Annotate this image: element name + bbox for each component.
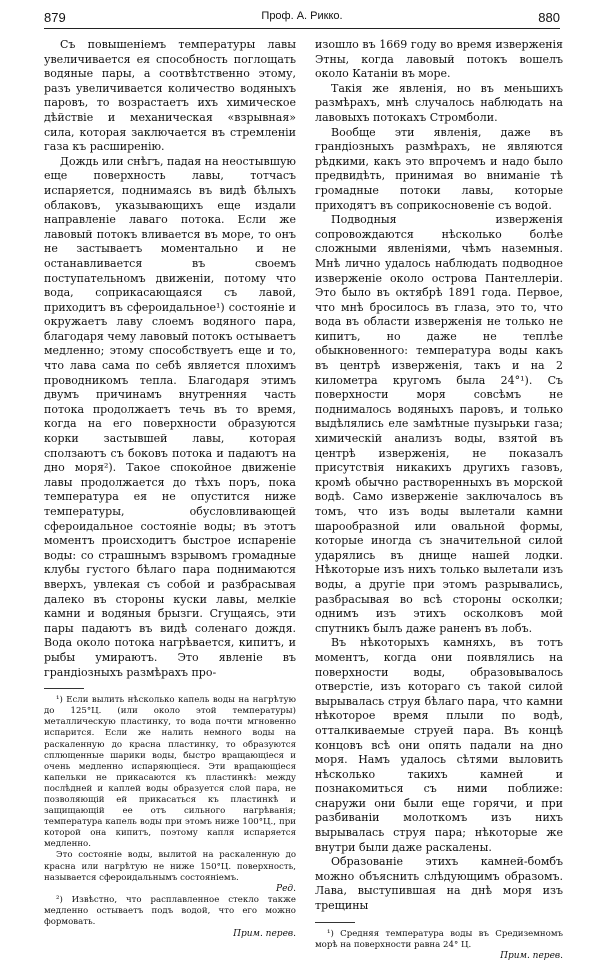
paragraph: Съ повышеніемъ температуры лавы увеличивается ея способность поглощать водяные пары, а соотвѣтственно этому, разъ увеличивается количество водяныхъ паровъ, то возрастаетъ ихъ химическое дѣйствіе и механическая «взрывная» сила, которая заключается въ стремленіи газа къ расширенію.: [44, 38, 296, 154]
paragraph: Дождь или снѣгъ, падая на неостывшую еще поверхность лавы, тотчасъ испаряется, поднимаясь въ видѣ бѣлыхъ облаковъ, указывающихъ еще издали направленіе лаваго потока. Если же лавовый потокъ вливается въ море, то онъ не застываетъ моментально и не останавливается въ своемъ поступательномъ движеніи, потому что вода, соприкасающаяся съ лавой, приходитъ въ сфероидальное¹) состояніе и окружаетъ лаву слоемъ водяного пара, благодаря чему лавовый потокъ остываетъ медленно; этому способствуетъ еще и то, что лава сама по себѣ является плохимъ проводникомъ тепла. Благодаря этимъ двумъ причинамъ внутренняя часть потока продолжаетъ течь въ то время, когда на его поверхности образуются корки застывшей лавы, которая сползаютъ съ боковъ потока и падаютъ на дно моря²). Такое спокойное движеніе лавы продолжается до тѣхъ поръ, пока температура ея не опустится ниже температуры, обусловливающей сфероидальное состояніе воды; въ этотъ моментъ происходитъ быстрое испареніе воды: со страшнымъ взрывомъ громадные клубы густого бѣлаго пара поднимаются вверхъ, увлекая съ собой и разбрасывая далеко въ стороны куски лавы, мелкіе камни и водяныя брызги. Сгущаясь, эти пары падаютъ въ видѣ соленаго дождя. Вода около потока нагрѣвается, кипитъ, и рыбы умираютъ. Это явленіе въ грандіозныхъ размѣрахъ про-: [44, 154, 296, 679]
footnote-separator: [315, 922, 355, 923]
footnote-signature: Прим. перев.: [233, 928, 296, 939]
paragraph: изошло въ 1669 году во время изверженія Этны, когда лавовый потокъ вошелъ около Катаніи въ море.: [315, 38, 563, 81]
right-column: [315, 38, 563, 962]
running-title: Проф. А. Рикко.: [261, 10, 343, 22]
footnote-signature: Прим. перев.: [500, 950, 563, 961]
page-header: [44, 10, 560, 30]
footnotes-left: [44, 695, 296, 940]
page-number-right: 880: [538, 10, 560, 25]
footnotes-right: [315, 929, 563, 962]
footnote: ¹) Средняя температура воды въ Средиземномъ морѣ на поверхности равна 24° Ц.: [315, 928, 563, 950]
footnote: ¹) Если вылить нѣсколько капель воды на нагрѣтую до 125°Ц. (или около этой температуры) металлическую пластинку, то вода почти мгновенно испарится. Если же налить немного воды на раскаленную до красна пластинку, то образуются сплющенные шарики воды, быстро вращающіеся и очень медленно испаряющіеся. Эти вращающіеся капельки не прикасаются къ пластинкѣ: между послѣдней и каплей воды образуется слой пара, не позволяющій ей прикасаться къ пластинкѣ и защищающій ее отъ сильного нагрѣванія; температура капель воды при этомъ ниже 100°Ц., при которой она кипитъ, поэтому капля испаряется медленно.: [44, 695, 296, 850]
paragraph: Подводныя изверженія сопровождаются нѣсколько болѣе сложными явленіями, чѣмъ наземныя. Мнѣ лично удалось наблюдать подводное изверженіе около острова Пантеллеріи. Это было въ октябрѣ 1891 года. Первое, что мнѣ бросилось въ глаза, это то, что вода въ области изверженія не только не кипитъ, но даже не теплѣе обыкновенного: температура воды какъ въ центрѣ изверженія, такъ и на 2 километра кругомъ была 24°¹). Съ поверхности моря совсѣмъ не поднималось водяныхъ паровъ, и только выдѣлялись еле замѣтные пузырьки газа; химическій анализъ воды, взятой въ центрѣ изверженія, не показалъ присутствія никакихъ другихъ газовъ, кромѣ обычно растворенныхъ въ морской водѣ. Само изверженіе заключалось въ томъ, что изъ воды вылетали камни шарообразной или овальной формы, которые иногда съ значительной силой ударялись въ днище нашей лодки. Нѣкоторые изъ нихъ только вылетали изъ воды, а другіе при этомъ разрывались, разбрасывая во всѣ стороны осколки; однимъ изъ этихъ осколковъ мой спутникъ былъ даже раненъ въ лобъ.: [315, 213, 563, 635]
header-rule: [44, 28, 560, 29]
footnote: ²) Извѣстно, что расплавленное стекло также медленно остываетъ подъ водой, что его можно формовать.: [44, 895, 296, 928]
footnote: Это состояніе воды, вылитой на раскаленную до красна или нагрѣтую не ниже 150°Ц. поверхность, называется сфероидальнымъ состояніемъ.: [44, 850, 296, 883]
footnote-separator: [44, 688, 84, 689]
paragraph: Такія же явленія, но въ меньшихъ размѣрахъ, мнѣ случалось наблюдать на лавовыхъ потокахъ Стромболи.: [315, 81, 563, 124]
paragraph: Въ нѣкоторыхъ камняхъ, въ тотъ моментъ, когда они появлялись на поверхности воды, образовывалось отверстіе, изъ котораго съ такой силой вырывалась струя бѣлаго пара, что камни нѣкоторое время плыли по водѣ, отталкиваемые струей пара. Въ концѣ концовъ всѣ они опять падали на дно моря. Намъ удалось сѣтями выловить нѣсколько такихъ камней и познакомиться съ ними поближе: снаружи они были еще горячи, и при разбиваніи молоткомъ изъ нихъ вырывалась струя пара; нѣкоторые же внутри были даже раскалены.: [315, 636, 563, 854]
footnote-signature: Ред.: [276, 883, 296, 894]
paragraph: Вообще эти явленія, даже въ грандіозныхъ размѣрахъ, не являются рѣдкими, какъ это впрочемъ и надо было предвидѣть, принимая во вниманіе тѣ громадные потоки лавы, которые приходятъ въ соприкосновеніе съ водой.: [315, 125, 563, 212]
page-number-left: 879: [44, 10, 66, 25]
left-column: [44, 38, 296, 940]
paragraph: Образованіе этихъ камней-бомбъ можно объяснить слѣдующимъ образомъ. Лава, выступившая на днѣ моря изъ трещины: [315, 855, 563, 913]
